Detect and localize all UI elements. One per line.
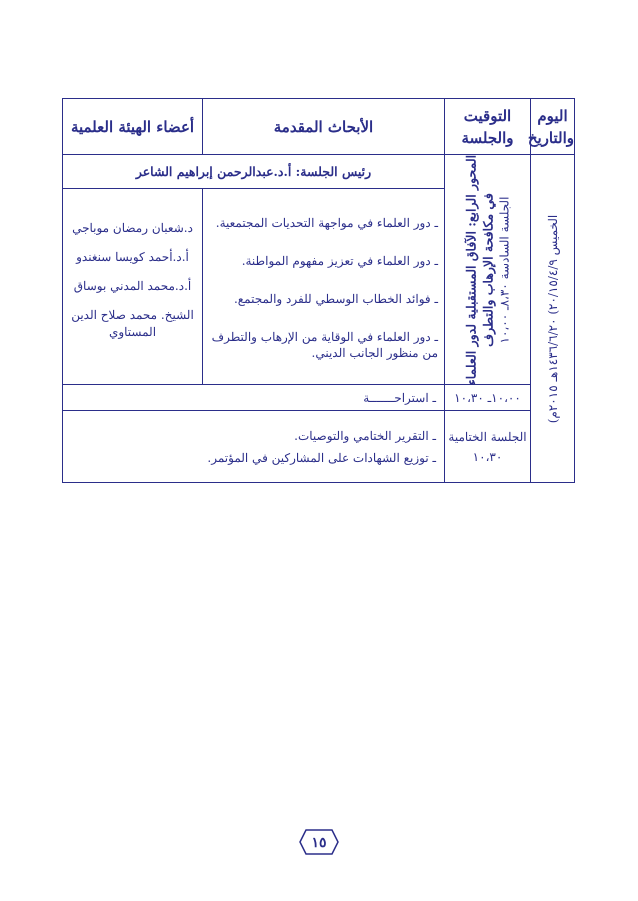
- header-research: الأبحاث المقدمة: [203, 99, 445, 155]
- closing-item: ـ توزيع الشهادات على المشاركين في المؤتمر.: [207, 450, 436, 465]
- day-date-cell: [531, 155, 575, 483]
- day-date: الخميس ٢٠/١٥/٤/٩) ١٤٣٦/٦/٢٠هـ ٢٠١٥م): [545, 214, 560, 423]
- closing-items-cell: [63, 411, 445, 483]
- axis-line1: المحور الرابع: الآفاق المستقبلية لدور العلماء: [463, 154, 478, 385]
- closing-item: ـ التقرير الختامي والتوصيات.: [294, 428, 436, 443]
- closing-title: الجلسة الختامية: [448, 429, 527, 444]
- closing-time: ١٠،٣٠: [472, 449, 503, 464]
- closing-session-cell: [445, 411, 531, 483]
- break-time: ١٠،٠٠ـ ١٠،٣٠: [445, 385, 531, 411]
- page-number-badge: [294, 827, 344, 857]
- member: أ.د.أحمد كويسا سنغندو: [76, 250, 189, 264]
- topic-item: ـ دور العلماء في مواجهة التحديات المجتمعية.: [215, 216, 438, 230]
- header-time: التوقيت والجلسة: [445, 99, 531, 155]
- member: أ.د.محمد المدني بوساق: [73, 279, 192, 293]
- member: الشيخ. محمد صلاح الدين المستاوي: [71, 308, 194, 339]
- header-day: اليوم والتاريخ: [531, 99, 575, 155]
- chair-row: [63, 155, 575, 189]
- topic-item: ـ دور العلماء في الوقاية من الإرهاب والتطرف من منظور الجانب الديني.: [211, 330, 438, 360]
- header-committee: أعضاء الهيئة العلمية: [63, 99, 203, 155]
- topic-item: ـ دور العلماء في تعزيز مفهوم المواطنة.: [241, 254, 438, 268]
- page-number: ١٥: [311, 835, 327, 851]
- session-label: الجلسة السادسة ٨،٣٠ـ ١٠،٠٠: [497, 196, 511, 343]
- session6-time-cell: [445, 155, 531, 385]
- closing-row: [63, 411, 575, 483]
- topic-item: ـ فوائد الخطاب الوسطي للفرد والمجتمع.: [233, 292, 438, 306]
- session-chair: رئيس الجلسة: أ.د.عبدالرحمن إبراهيم الشاعر: [63, 155, 445, 189]
- members-cell: [63, 189, 203, 385]
- break-label: ـ استراحـــــــة: [63, 385, 445, 411]
- session6-vertical-text: [462, 145, 513, 395]
- member: د.شعبان رمضان موباجي: [72, 221, 193, 235]
- schedule-table: [62, 98, 575, 483]
- topics-cell: [203, 189, 445, 385]
- axis-line2: في مكافحة الإرهاب والتطرف: [480, 192, 495, 347]
